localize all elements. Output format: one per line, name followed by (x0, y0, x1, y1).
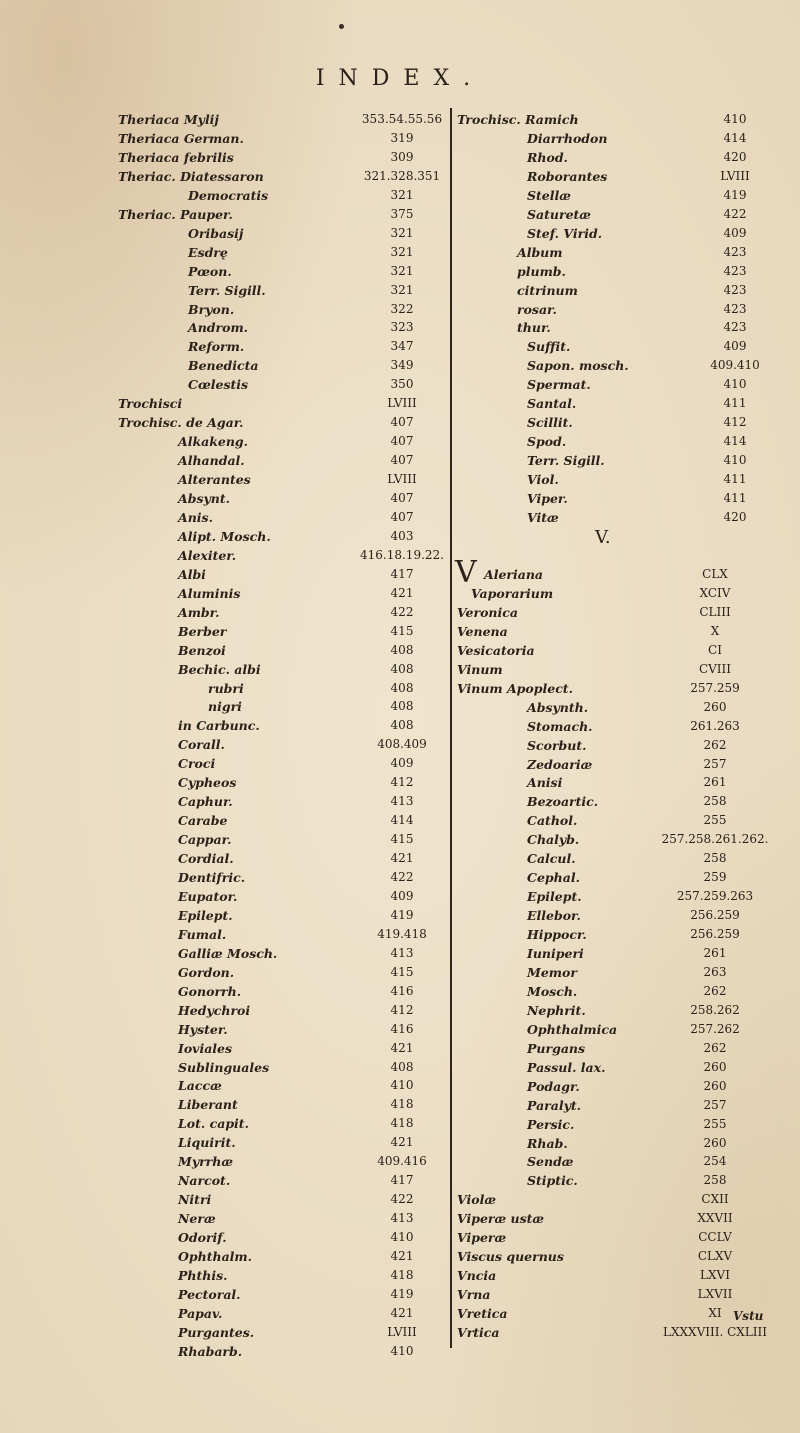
entry-term: thur. (517, 320, 551, 336)
entry-term: Purgantes. (178, 1324, 255, 1340)
entry-page: 421 (390, 1249, 414, 1263)
entry-page: 419 (390, 1286, 414, 1301)
entry-page: LVIII (387, 472, 417, 487)
entry-term: Liberant (178, 1097, 238, 1113)
entry-page: LXVI (700, 1268, 730, 1283)
entry-term: Theriaca German. (118, 130, 244, 146)
entry-term: Bezoartic. (527, 794, 599, 810)
entry-term: Vinum Apoplect. (457, 680, 573, 696)
entry-term: Dentifric. (178, 870, 246, 885)
entry-term: Viperæ ustæ (457, 1211, 545, 1227)
entry-page: LXVII (697, 1287, 733, 1302)
entry-page: 423 (723, 301, 747, 316)
entry-term: Passul. lax. (527, 1059, 606, 1075)
entry-page: 410 (723, 112, 747, 126)
entry-page: 422 (723, 206, 747, 221)
entry-page: 409 (390, 888, 414, 903)
entry-page: 256.259 (690, 927, 740, 942)
entry-term: Hedychroi (178, 1002, 251, 1018)
entry-page: 414 (390, 813, 414, 828)
entry-page: X (710, 623, 720, 638)
entry-page: 423 (723, 244, 747, 259)
entry-term: Vrna (457, 1287, 491, 1303)
page-title: INDEX. (315, 66, 485, 91)
entry-term: Cypheos (178, 775, 237, 791)
entry-term: Gonorrh. (178, 983, 242, 999)
entry-page: 407 (390, 434, 414, 449)
entry-term: Saturetæ (527, 206, 591, 222)
entry-page: 413 (390, 1211, 414, 1226)
entry-page: 259 (703, 870, 727, 885)
entry-page: 410 (390, 1078, 414, 1093)
entry-term: Caphur. (178, 794, 233, 810)
entry-term: Phthis. (178, 1267, 228, 1283)
entry-term: Stef. Virid. (527, 225, 603, 241)
big-initial: V (455, 555, 477, 590)
entry-term: Alexiter. (178, 547, 237, 563)
entry-page: 421 (390, 1040, 414, 1055)
entry-term: Sapon. mosch. (527, 358, 629, 374)
entry-term: Theriac. Diatessaron (118, 168, 264, 184)
entry-page: 415 (390, 832, 414, 847)
entry-page: CCLV (698, 1230, 732, 1245)
entry-page: 407 (390, 509, 414, 524)
entry-page: 319 (390, 130, 414, 145)
entry-term: Vretica (457, 1306, 508, 1322)
entry-term: Paralyt. (527, 1097, 581, 1113)
entry-term: Albi (178, 566, 206, 582)
entry-term: Hippocr. (527, 927, 587, 943)
entry-page: 415 (390, 964, 414, 979)
entry-page: 257 (703, 1097, 727, 1112)
entry-page: 419 (723, 187, 747, 202)
entry-term: Benzoi (178, 642, 226, 658)
entry-page: 409 (723, 225, 747, 240)
entry-term: Vaporarium (471, 585, 554, 601)
entry-term: Viol. (527, 472, 559, 488)
entry-page: 414 (723, 130, 747, 145)
entry-page: 262 (703, 737, 727, 752)
entry-page: 416 (390, 1021, 414, 1036)
entry-page: 261 (703, 946, 727, 960)
entry-page: 418 (390, 1116, 414, 1131)
entry-term: Odorif. (178, 1230, 227, 1246)
entry-page: 411 (723, 491, 747, 505)
entry-term: Galliæ Mosch. (178, 945, 278, 961)
entry-page: 419 (390, 907, 414, 922)
entry-page: 260 (703, 1135, 727, 1150)
entry-page: 408.409 (377, 737, 427, 752)
entry-page: 262 (703, 983, 727, 998)
entry-term: Ophthalm. (178, 1249, 253, 1264)
entry-term: Alkakeng. (178, 434, 249, 450)
entry-page: 413 (390, 945, 414, 960)
entry-page: 411 (723, 472, 747, 487)
entry-term: Anisi (527, 775, 563, 791)
entry-page: 410 (390, 1230, 414, 1245)
entry-page: 418 (390, 1097, 414, 1112)
entry-term: Theriaca febrilis (118, 149, 234, 165)
entry-page: 322 (390, 301, 414, 316)
entry-page: 408 (390, 718, 414, 733)
entry-term: Stiptic. (527, 1173, 578, 1189)
entry-page: 350 (390, 377, 414, 392)
entry-page: 260 (703, 1078, 727, 1093)
entry-page: XCIV (699, 585, 731, 600)
entry-term: Papav. (178, 1305, 223, 1321)
entry-page: 423 (723, 320, 747, 335)
entry-page: 255 (703, 1116, 727, 1131)
entry-page: 375 (390, 206, 414, 221)
entry-page: 417 (390, 566, 414, 581)
entry-page: 415 (390, 623, 414, 638)
entry-term: Cœlestis (188, 377, 249, 393)
entry-page: LVIII (387, 396, 417, 411)
entry-term: Aluminis (178, 585, 241, 601)
entry-page: 420 (723, 149, 747, 164)
entry-term: Absynth. (527, 699, 589, 715)
entry-term: Gordon. (178, 964, 235, 980)
ink-dot (339, 24, 344, 29)
entry-page: LVIII (387, 1324, 417, 1339)
entry-page: 408 (390, 642, 414, 657)
entry-page: 309 (390, 149, 414, 164)
entry-term: Myrrhæ (178, 1154, 234, 1170)
entry-term: Terr. Sigill. (527, 453, 605, 469)
entry-term: Vitæ (527, 509, 559, 525)
entry-term: Alhandal. (178, 453, 245, 469)
entry-page: 412 (723, 415, 747, 430)
entry-page: 258 (703, 794, 727, 809)
entry-term: Vrtica (457, 1325, 500, 1340)
entry-term: Trochisci (118, 396, 183, 412)
entry-term: Theriaca Mylij (118, 112, 219, 127)
entry-page: CLX (702, 567, 728, 581)
entry-page: 409 (723, 339, 747, 354)
entry-page: 409 (390, 756, 414, 771)
entry-page: 421 (390, 851, 414, 866)
entry-page: 423 (723, 282, 747, 297)
entry-page: 258.262 (690, 1002, 740, 1017)
entry-term: Scillit. (527, 415, 573, 431)
entry-term: Vesicatoria (457, 642, 535, 658)
entry-page: 410 (723, 453, 747, 468)
entry-term: Violæ (457, 1192, 496, 1208)
entry-term: Venena (457, 623, 508, 639)
entry-page: 418 (390, 1267, 414, 1282)
entry-term: Sublinguales (178, 1059, 270, 1075)
entry-term: Androm. (188, 320, 249, 336)
entry-term: Laccæ (178, 1078, 222, 1094)
entry-page: 257.259 (690, 680, 740, 695)
entry-term: rosar. (517, 301, 557, 317)
entry-term: Democratis (188, 187, 269, 203)
entry-page: 258 (703, 851, 727, 866)
entry-term: Ophthalmica (527, 1021, 618, 1037)
entry-term: Trochisc. Ramich (457, 112, 579, 127)
entry-page: CLXV (697, 1249, 733, 1264)
entry-term: citrinum (517, 282, 578, 298)
entry-page: 256.259 (690, 908, 740, 923)
entry-term: Liquirit. (178, 1135, 236, 1151)
entry-page: XI (708, 1306, 722, 1321)
entry-page: 407 (390, 415, 414, 430)
entry-term: Carabe (178, 813, 228, 829)
entry-term: Croci (178, 756, 216, 772)
entry-page: 412 (390, 1002, 414, 1017)
entry-page: 257.258.261.262. (661, 832, 769, 847)
entry-page: CLIII (699, 604, 731, 619)
entry-term: Berber (178, 623, 227, 639)
entry-page: 403 (390, 528, 414, 543)
entry-term: Iuniperi (527, 946, 584, 961)
entry-term: Reform. (188, 339, 245, 355)
entry-page: 257.262 (690, 1021, 740, 1036)
entry-term: Mosch. (527, 983, 578, 999)
entry-term: Santal. (527, 396, 577, 412)
entry-term: Rhabarb. (178, 1343, 243, 1359)
entry-term: Terr. Sigill. (188, 282, 266, 298)
entry-page: 262 (703, 1040, 727, 1055)
entry-term: Veronica (457, 604, 518, 620)
entry-term: Pœon. (188, 263, 232, 279)
entry-term: Theriac. Pauper. (118, 206, 233, 222)
entry-term: Purgans (527, 1040, 586, 1056)
entry-page: 347 (390, 339, 414, 354)
entry-page: CI (708, 642, 722, 657)
entry-term: Ambr. (178, 604, 220, 620)
entry-term: Calcul. (527, 851, 576, 867)
entry-page: 258 (703, 1173, 727, 1188)
entry-term: Eupator. (178, 888, 238, 904)
entry-term: plumb. (517, 263, 566, 279)
entry-term: Stellæ (527, 187, 571, 203)
entry-page: 410 (723, 377, 747, 392)
entry-page: 321.328.351 (363, 168, 441, 183)
entry-page: CXII (701, 1192, 729, 1207)
entry-page: 421 (390, 1135, 414, 1150)
entry-term: Anis. (178, 509, 213, 525)
entry-page: 422 (390, 1192, 414, 1207)
entry-term: Trochisc. de Agar. (118, 415, 244, 431)
entry-page: 349 (390, 358, 414, 373)
entry-term: Viscus quernus (457, 1249, 564, 1265)
entry-term: Ellebor. (527, 908, 581, 924)
entry-page: 261 (703, 775, 727, 790)
entry-page: 257.259.263 (676, 889, 754, 904)
entry-page: 422 (390, 870, 414, 884)
entry-term: Benedicta (188, 358, 259, 374)
entry-term: Neræ (178, 1211, 216, 1227)
entry-page: 260 (703, 1059, 727, 1074)
entry-term: Pectoral. (178, 1286, 241, 1302)
entry-page: CVIII (698, 661, 732, 676)
entry-page: 254 (703, 1154, 727, 1169)
entry-page: LXXXVIII. CXLIII (662, 1325, 768, 1339)
entry-term: Cappar. (178, 832, 232, 848)
entry-term: Sendæ (527, 1154, 574, 1170)
entry-page: 410 (390, 1343, 414, 1358)
entry-term: Fumal. (178, 926, 227, 942)
entry-page: 408 (390, 699, 414, 714)
entry-page: 419.418 (377, 926, 427, 941)
entry-page: 417 (390, 1173, 414, 1188)
entry-page: 421 (390, 585, 414, 600)
entry-term: Cathol. (527, 813, 578, 829)
entry-term: Spod. (527, 434, 567, 450)
entry-term: Stomach. (527, 718, 593, 734)
entry-term: Rhod. (527, 149, 568, 165)
entry-page: 321 (390, 263, 414, 278)
entry-page: 414 (723, 434, 747, 449)
entry-term: Epilept. (178, 907, 233, 923)
entry-page: 421 (390, 1305, 414, 1320)
entry-term: Diarrhodon (527, 130, 608, 146)
entry-term: Podagr. (527, 1078, 580, 1094)
entry-term: Album (517, 244, 563, 260)
entry-term: Spermat. (527, 377, 591, 393)
entry-term: rubri (208, 680, 244, 696)
entry-term: Scorbut. (527, 737, 587, 753)
entry-term: Persic. (527, 1116, 575, 1132)
entry-page: 413 (390, 794, 414, 809)
entry-term: in Carbunc. (178, 718, 260, 734)
entry-term: Rhab. (527, 1135, 568, 1151)
entry-term: nigri (208, 699, 242, 715)
entry-term: Corall. (178, 737, 225, 753)
entry-term: Oribasij (188, 225, 244, 241)
entry-term: Ioviales (178, 1040, 233, 1056)
entry-page: 420 (723, 509, 747, 524)
entry-page: XXVII (697, 1211, 733, 1226)
entry-term: Cordial. (178, 851, 234, 867)
entry-page: 408 (390, 661, 414, 676)
entry-term: Suffit. (527, 339, 571, 355)
entry-page: 416.18.19.22. (360, 547, 444, 562)
entry-page: 407 (390, 453, 414, 468)
entry-term: Narcot. (178, 1173, 231, 1189)
entry-term: Viper. (527, 491, 568, 506)
entry-page: 408 (390, 680, 414, 695)
entry-page: 409.416 (377, 1154, 427, 1169)
entry-term: Chalyb. (527, 832, 580, 848)
entry-term: Memor (527, 964, 577, 980)
entry-page: 321 (390, 187, 414, 202)
entry-page: 321 (390, 225, 414, 240)
entry-page: 263 (703, 964, 727, 979)
entry-term: Esdrę (188, 244, 228, 260)
entry-page: 412 (390, 775, 414, 790)
entry-term: Viperæ (457, 1230, 507, 1246)
entry-page: 321 (390, 282, 414, 297)
entry-page: 323 (390, 320, 414, 335)
section-letter: V. (595, 527, 611, 548)
entry-term: Epilept. (527, 889, 582, 905)
entry-term: Vncia (457, 1268, 497, 1284)
entry-page: LVIII (720, 168, 750, 183)
entry-term: Lot. capit. (178, 1116, 249, 1132)
entry-page: 255 (703, 813, 727, 828)
entry-term: Bryon. (188, 301, 235, 317)
entry-page: 257 (703, 756, 727, 771)
entry-term: Nephrit. (527, 1002, 586, 1018)
entry-page: 422 (390, 604, 414, 619)
entry-page: 260 (703, 699, 727, 714)
entry-term: Vinum (457, 661, 503, 677)
entry-page: 407 (390, 491, 414, 505)
entry-term: Aleriana (484, 567, 544, 582)
entry-page: 408 (390, 1059, 414, 1074)
entry-page: 411 (723, 396, 747, 411)
entry-term: Nitri (178, 1192, 212, 1208)
entry-page: 416 (390, 983, 414, 998)
entry-term: Alterantes (178, 472, 251, 488)
entry-page: 353.54.55.56 (361, 112, 443, 126)
entry-page: 261.263 (690, 718, 740, 733)
catchword: Vstu (733, 1309, 764, 1323)
entry-page: 321 (390, 244, 414, 259)
entry-term: Roborantes (527, 168, 608, 184)
entry-term: Absynt. (178, 491, 230, 506)
entry-term: Alipt. Mosch. (178, 528, 271, 544)
entry-term: Bechic. albi (178, 661, 261, 677)
entry-term: Cephal. (527, 870, 580, 886)
entry-term: Zedoariæ (527, 756, 593, 772)
entry-term: Hyster. (178, 1021, 228, 1037)
entry-page: 423 (723, 263, 747, 278)
entry-page: 409.410 (710, 358, 760, 373)
